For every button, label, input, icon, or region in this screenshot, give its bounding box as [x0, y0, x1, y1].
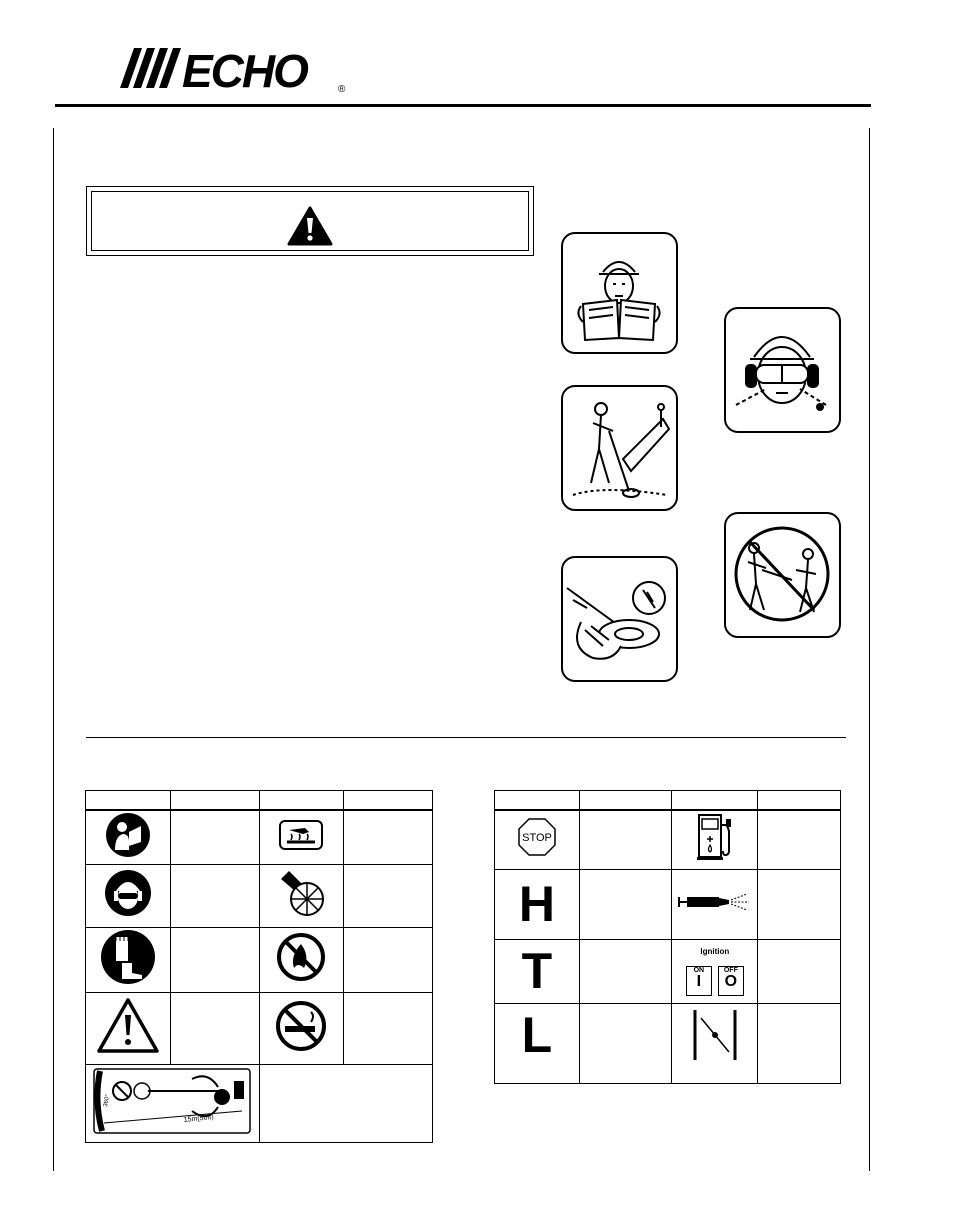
section-divider: [86, 737, 846, 738]
table-row: [495, 810, 841, 869]
symbols-table-left: [85, 790, 433, 1143]
primer-bulb-icon: [672, 869, 758, 939]
header-rule: [55, 104, 871, 107]
read-manual-icon: [86, 810, 171, 864]
ignition-off-symbol: O: [724, 972, 738, 990]
keep-distance-pictogram: [561, 385, 678, 511]
stop-sign-icon: [495, 810, 580, 869]
choke-lever-icon: [672, 1003, 758, 1083]
warning-triangle-icon: [86, 992, 171, 1064]
symbols-table-right: [494, 790, 841, 1084]
right-margin-rule: [869, 128, 870, 1171]
operating-zone-15m-icon: [86, 1064, 260, 1142]
ignition-switch-icon: [672, 939, 758, 1003]
cutting-attachment-pictogram: [561, 556, 678, 682]
table-row: [495, 939, 841, 1003]
eye-ear-protection-icon: [726, 309, 838, 430]
ignition-title: Ignition: [700, 946, 730, 956]
read-manual-icon: [563, 234, 675, 351]
table-row: [86, 864, 433, 927]
table-right-header-1: [495, 791, 580, 811]
helmet-eye-ear-protection-icon: [86, 864, 171, 927]
table-row: [495, 1003, 841, 1083]
table-left-header-4: [343, 791, 432, 811]
ignition-on-symbol: I: [696, 972, 702, 990]
read-manual-pictogram: [561, 232, 678, 354]
table-right-header-4: [758, 791, 841, 811]
idle-speed-adjust-letter: T: [495, 939, 580, 1003]
table-row: [495, 869, 841, 939]
ignition-off-label: OFF: [723, 966, 738, 974]
table-row: [86, 927, 433, 992]
table-left-header-2: [170, 791, 259, 811]
table-left-header-1: [86, 791, 171, 811]
stop-label: STOP: [522, 832, 552, 845]
no-smoking-icon: [259, 992, 343, 1064]
ignition-off-switch: [718, 966, 744, 996]
table-row: [86, 810, 433, 864]
high-speed-adjust-letter: H: [495, 869, 580, 939]
low-speed-adjust-letter: L: [495, 1003, 580, 1083]
operating-zone-angle-label: 360°: [103, 1093, 112, 1107]
eye-ear-protection-pictogram: [724, 307, 841, 433]
fuel-pump-icon: [672, 810, 758, 869]
hot-surface-icon: [259, 810, 343, 864]
no-bystanders-pictogram: [724, 512, 841, 638]
warning-triangle-icon: [287, 206, 333, 251]
table-right-header-3: [672, 791, 758, 811]
table-right-header-2: [579, 791, 672, 811]
brand-text: ECHO: [182, 45, 307, 94]
ignition-on-switch: [686, 966, 712, 996]
keep-distance-15m-icon: [563, 387, 675, 508]
no-open-flame-icon: [259, 927, 343, 992]
no-bystanders-icon: [726, 514, 838, 635]
ignition-on-label: ON: [693, 966, 705, 974]
cutting-attachment-guard-icon: [563, 558, 675, 679]
rotating-blade-hazard-icon: [259, 864, 343, 927]
echo-logo: [120, 42, 355, 99]
table-row: [86, 992, 433, 1064]
table-row: [86, 1064, 433, 1142]
operating-zone-distance-label: 15m(50ft): [183, 1113, 215, 1124]
table-left-header-3: [259, 791, 343, 811]
registered-mark: ®: [338, 84, 346, 94]
left-margin-rule: [53, 128, 54, 1171]
gloves-boots-icon: [86, 927, 171, 992]
